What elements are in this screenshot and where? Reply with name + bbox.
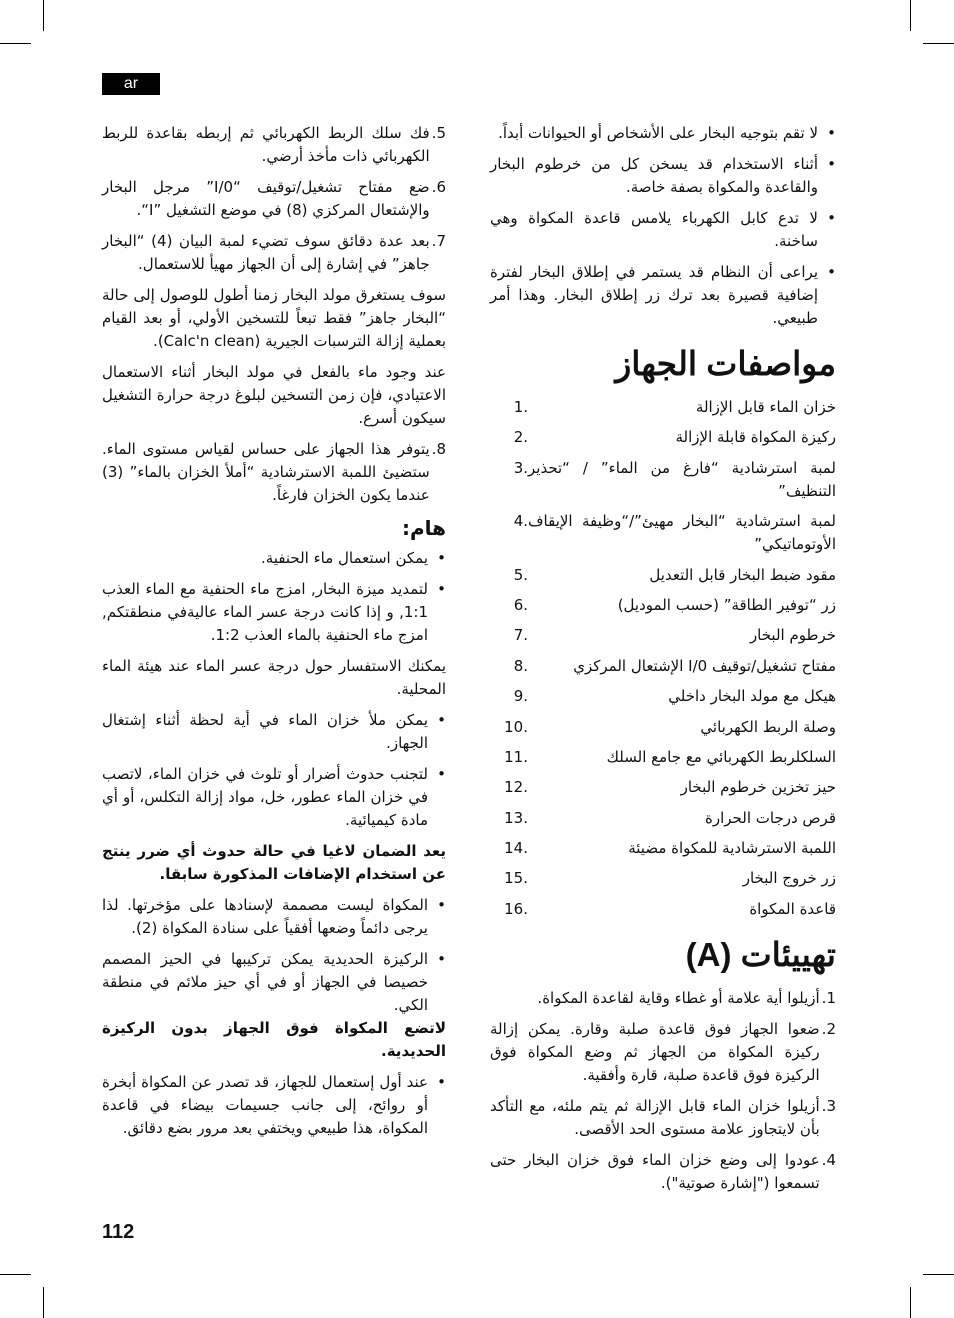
crop-mark — [923, 1274, 954, 1275]
crop-mark — [923, 43, 954, 44]
part-item: اللمبة الاسترشادية للمكواة مضيئة 14. — [504, 839, 836, 858]
prep-step: 2. ضعوا الجهاز فوق قاعدة صلبة وقارة. يمكن إزالة ركيزة المكواة من الجهاز ثم وضع المكواة فوق الركيزة فوق قاعدة صلبة، قارة وأفقية. — [490, 1019, 836, 1084]
part-item: خزان الماء قابل الإزالة 1. — [513, 398, 836, 416]
bullet-item: • المكواة ليست مصممة لإسنادها على مؤخرتها. لذا يرجى دائماً وضعها أفقياً على سنادة المكواة (2). — [102, 894, 446, 940]
bullet-list — [102, 709, 446, 832]
prep-step: 1. أزيلوا أية علامة أو غطاء وقاية لقاعدة المكواة. — [537, 988, 836, 1007]
bold-warning: لاتضع المكواة فوق الجهاز بدون الركيزة الحديدية. — [102, 1019, 446, 1060]
right-column — [490, 122, 836, 1203]
step-item: 8. يتوفر هذا الجهاز على حساس لقياس مستوى الماء. ستضيئ اللمبة الاسترشادية “أملأ الخزان بالماء” (3) عندما يكون الخزان فارغاً. — [102, 440, 446, 504]
part-item: حيز تخزين خرطوم البخار 12. — [504, 778, 836, 797]
specs-heading: مواصفات الجهاز — [615, 345, 836, 382]
bullet-item: • لتجنب حدوث أضرار أو تلوث في خزان الماء، لاتصب في خزان الماء عطور، خل، مواد إزالة التكلس، أو أي مادة كيميائية. — [102, 763, 446, 832]
part-item: ركيزة المكواة قابلة الإزالة 2. — [513, 428, 836, 447]
parts-list — [490, 396, 836, 921]
note-paragraph: سوف يستغرق مولد البخار زمنا أطول للوصول إلى حالة “البخار جاهز” فقط تبعاً للتسخين الأولي، أو بعد القيام بعملية إزالة الترسبات الجيرية (Calc'n clean). — [102, 286, 446, 350]
language-tab: ar — [102, 73, 160, 95]
part-item: مقود ضبط البخار قابل التعديل 5. — [513, 565, 836, 584]
safety-list — [490, 122, 836, 330]
bullet-text: الركيزة الحديدية يمكن تركيبها في الحيز المصمم خصيصا في الجهاز أو في أي حيز ملائم في منطقة الكي. — [102, 950, 428, 1014]
step-item: 6. ضع مفتاح تشغيل/توقيف “I/0” مرجل البخار والإشتعال المركزي (8) في موضع التشغيل ”I“. — [102, 178, 446, 219]
part-item: مفتاح تشغيل/توقيف I/0 الإشتعال المركزي 8. — [513, 656, 836, 675]
crop-mark — [43, 1287, 44, 1318]
bullet-item: • يمكن استعمال ماء الحنفية. — [102, 547, 446, 570]
step-item: 7. بعد عدة دقائق سوف تضيء لمبة البيان (4) “البخار جاهز” في إشارة إلى أن الجهاز مهيأ للاستعمال. — [102, 232, 446, 273]
part-item: لمبة استرشادية “البخار مهيئ”/“وظيفة الإيقاف الأوتوماتيكي” 4. — [513, 512, 836, 554]
bullet-item: • لا تدع كابل الكهرباء يلامس قاعدة المكواة وهي ساخنة. — [490, 207, 836, 253]
important-list — [102, 547, 446, 647]
crop-mark — [43, 0, 44, 31]
part-item: قرص درجات الحرارة 13. — [504, 808, 836, 827]
bullet-item — [102, 948, 446, 1017]
bullet-list — [102, 1071, 446, 1140]
important-heading: هام: — [401, 516, 446, 540]
part-item: زر “توفير الطاقة” (حسب الموديل) 6. — [513, 595, 836, 614]
bullet-item: • أثناء الاستخدام قد يسخن كل من خرطوم البخار والقاعدة والمكواة بصفة خاصة. — [490, 153, 836, 199]
note-paragraph: يمكنك الاستفسار حول درجة عسر الماء عند هيئة الماء المحلية. — [102, 657, 446, 698]
preparation-heading: تهييئات (A) — [685, 935, 836, 973]
step-item: 5. فك سلك الربط الكهربائي ثم إربطه بقاعدة للربط الكهربائي ذات مأخذ أرضي. — [102, 124, 446, 165]
bullet-item: • لا تقم بتوجيه البخار على الأشخاص أو الحيوانات أبداً. — [490, 122, 836, 145]
part-item: هيكل مع مولد البخار داخلي 9. — [513, 687, 836, 706]
left-column — [102, 122, 446, 1148]
prep-step: 4. عودوا إلى وضع خزان الماء فوق خزان البخار حتى تسمعوا ("إشارة صوتية"). — [490, 1150, 836, 1192]
part-item: خرطوم البخار 7. — [513, 626, 836, 645]
crop-mark — [0, 43, 31, 44]
part-item: لمبة استرشادية “فارغ من الماء” / “تحذير التنظيف” 3. — [513, 458, 836, 500]
part-item: قاعدة المكواة 16. — [504, 899, 836, 918]
crop-mark — [910, 1287, 911, 1318]
warranty-note: يعد الضمان لاغيا في حالة حدوث أي ضرر ينتج عن استخدام الإضافات المذكورة سابقا. — [102, 842, 446, 883]
part-item: زر خروج البخار 15. — [504, 869, 836, 888]
bullet-item: • لتمديد ميزة البخار, امزج ماء الحنفية مع الماء العذب 1:1, و إذا كانت درجة عسر الماء عاليةفي منطقتكم, امزج ماء الحنفية بالماء العذب 1:2. — [102, 578, 446, 647]
part-item: السلكلربط الكهربائي مع جامع السلك 11. — [504, 747, 836, 766]
bullet-item: • يمكن ملأ خزان الماء في أية لحظة أثناء إشتغال الجهاز. — [102, 709, 446, 755]
crop-mark — [0, 1274, 31, 1275]
bullet-item: • عند أول إستعمال للجهاز، قد تصدر عن المكواة أبخرة أو روائح، إلى جانب جسيمات بيضاء في قاعدة المكواة، هذا طبيعي ويختفي بعد مرور بضع دقائق. — [102, 1071, 446, 1140]
page-number: 112 — [102, 1221, 135, 1243]
prep-step: 3. أزيلوا خزان الماء قابل الإزالة ثم يتم ملئه، مع التأكد بأن لايتجاوز علامة مستوى الحد الأقصى. — [490, 1096, 836, 1138]
part-item: وصلة الربط الكهربائي 10. — [504, 717, 836, 736]
bullet-list — [102, 894, 446, 1017]
note-paragraph: عند وجود ماء بالفعل في مولد البخار أثناء الاستعمال الاعتيادي، فإن زمن التسخين لبلوغ درجة حرارة التشغيل سيكون أسرع. — [102, 363, 446, 427]
crop-mark — [910, 0, 911, 31]
bullet-item: • يراعى أن النظام قد يستمر في إطلاق البخار لفترة إضافية قصيرة بعد ترك زر إطلاق البخار. وهذا أمر طبيعي. — [490, 261, 836, 330]
